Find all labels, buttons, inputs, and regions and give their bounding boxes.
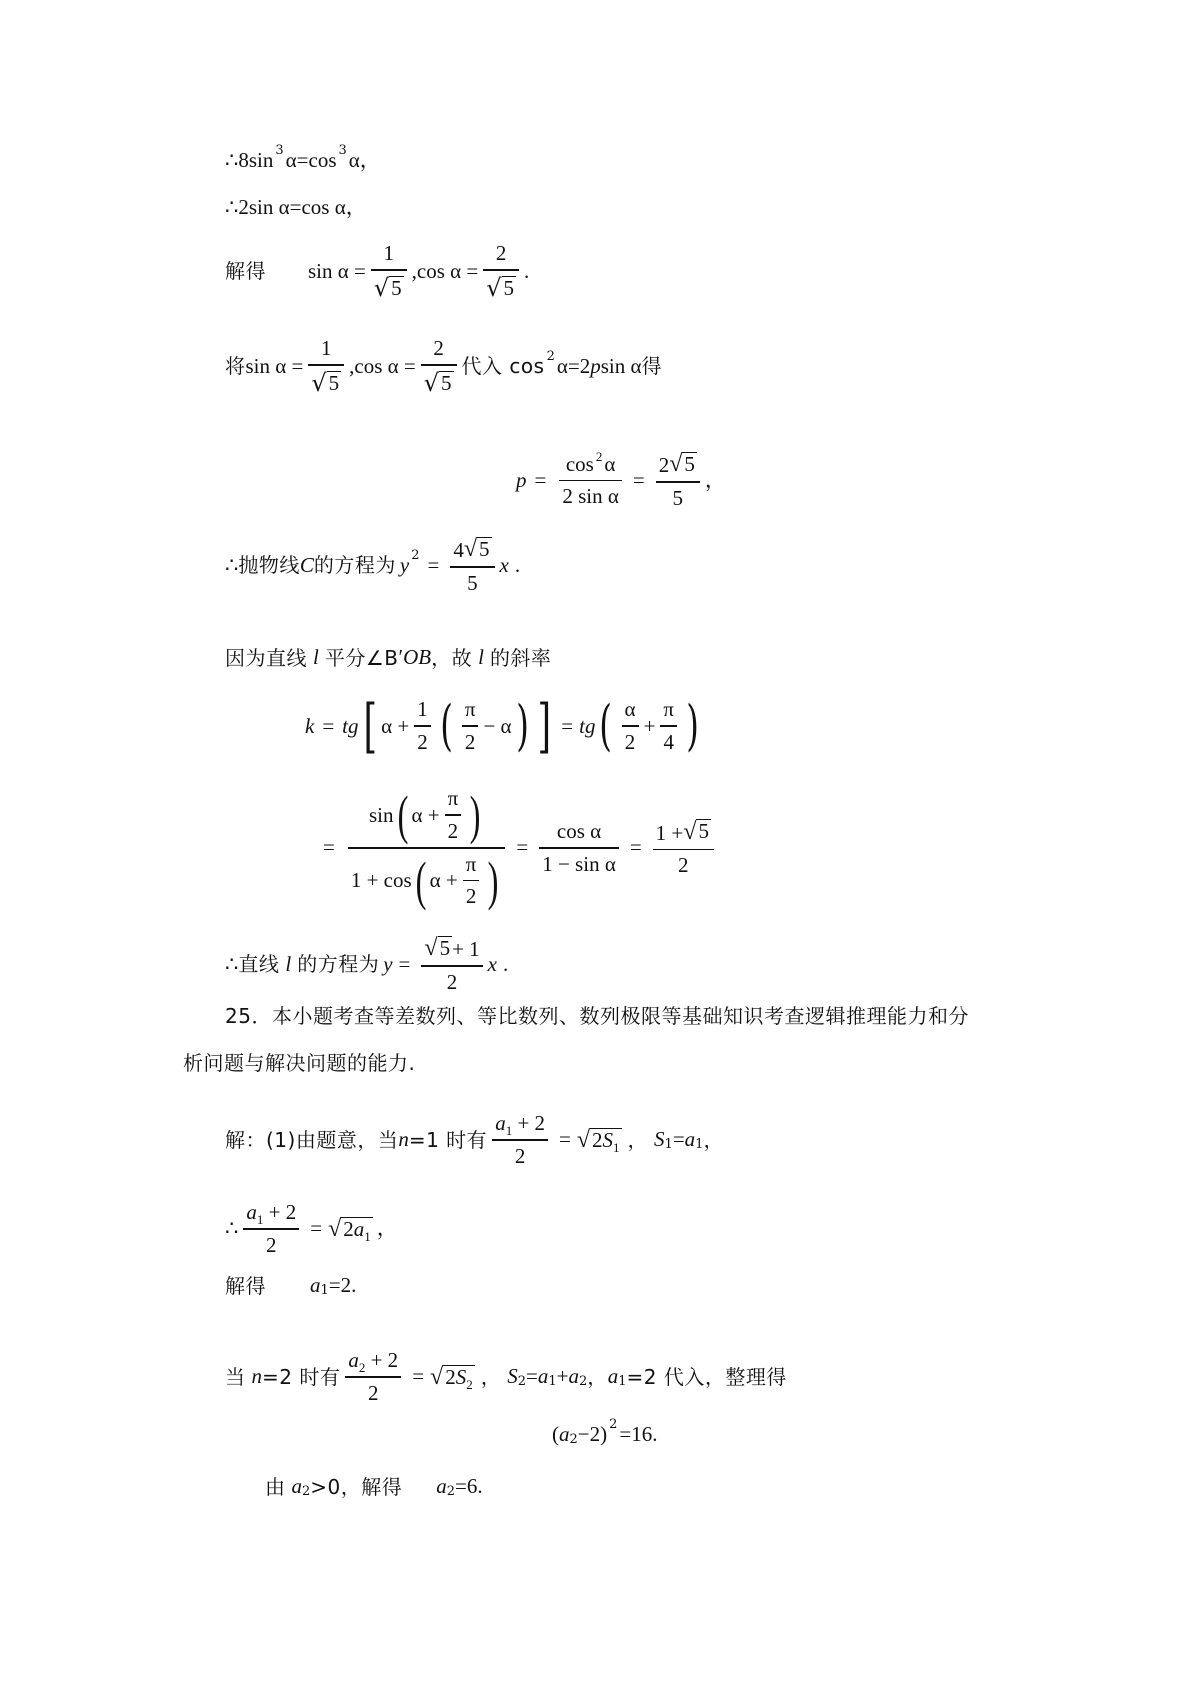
fraction: 2 √ 5 [483,243,519,300]
fraction: √ 5 + 1 2 [421,936,482,993]
fraction: $\frac{\pi}{4}$ [660,699,677,753]
fraction: $\frac{a_2 + 2}{2}$ [345,1350,401,1404]
eq-line-15: ( a 2 −2) 2 =16. [552,1417,658,1447]
fraction: 2 √ 5 [421,338,457,395]
eq-line-14: 当 n =2 时有 $\frac{a_2 + 2}{2}$ = √ $2S_2$ ， S 2 = a 1 + a 2 ， a 1 =2 代入，整理得 [225,1348,787,1405]
fraction: $\frac{\pi}{2}$ [462,699,479,753]
fraction: 4 √ 5 5 [450,537,494,594]
eq-line-9: = sin ( α + $\frac{\pi}{2}$ ) 1 + cos ( α + $\frac{\pi}{2}$ ) = $\frac{\text{cos α}}{\text{1 − sin α}}$ = 1 + √ 5 2 [323,788,719,908]
fraction: $\frac{a_1 + 2}{2}$ [492,1113,548,1167]
fraction: 1 √ 5 [308,338,344,395]
paragraph-25-line-1: 25．本小题考查等差数列、等比数列、数列极限等基础知识考查逻辑推理能力和分 [225,1004,969,1028]
eq-line-8: k = tg [ α + $\frac{1}{2}$ ( $\frac{\pi}{2}$ − α ) ] = tg ( $\frac{\alpha}{2}$ + $\frac{\pi}{4}$ ) [305,692,699,760]
paragraph-25-line-2: 析问题与解决问题的能力. [183,1051,416,1075]
fraction: 1 √ 5 [371,243,407,300]
eq-line-5: p = $\frac{\cos ^2\alpha}{\text{2 sin α}}$ = 2 √ 5 5 ， [516,448,726,510]
eq-line-11: 解：(1)由题意，当 n =1 时有 $\frac{a_1 + 2}{2}$ = √ $2S_1$ ， S 1 = a 1 ， [225,1111,724,1168]
eq-line-1: ∴ 8sin 3 α=cos 3 α， [225,143,381,172]
fraction: $\frac{\alpha}{2}$ [622,699,639,753]
fraction: $\frac{1}{2}$ [414,699,431,753]
eq-line-2: ∴ 2sin α=cos α， [225,195,367,219]
eq-line-12: ∴ $\frac{a_1 + 2}{2}$ = √ $2a_1$ ， [225,1200,398,1257]
fraction: $\frac{\cos ^2\alpha}{\text{2 sin α}}$ [559,454,622,508]
fraction: 1 + √ 5 2 [653,819,714,876]
eq-line-13: 解得 a 1 =2. [225,1273,357,1298]
eq-line-3: 解得 sin α = 1 √ 5 ,cos α = 2 √ 5 . [225,241,530,302]
fraction: $\frac{a_1 + 2}{2}$ [243,1202,299,1256]
eq-line-16: 由 a 2 >0，解得 a 2 =6. [265,1474,483,1499]
fraction: $\frac{\text{cos α}}{\text{1 − sin α}}$ [539,821,619,875]
eq-line-6: ∴ 抛物线 C 的方程为 y 2 = 4 √ 5 5 x . [225,536,521,595]
fraction: 2 √ 5 5 [656,452,700,509]
eq-line-10: ∴ 直线 l 的方程为 y = √ 5 + 1 2 x . [225,935,509,994]
eq-line-4: 将 sin α = 1 √ 5 ,cos α = 2 √ 5 代入 cos 2 α=2 p sin α 得 [225,336,662,397]
eq-line-7: 因为直线 l 平分∠B ′ OB ，故 l 的斜率 [225,645,552,670]
fraction: sin ( α + $\frac{\pi}{2}$ ) 1 + cos ( α + $\frac{\pi}{2}$ ) [348,788,506,908]
